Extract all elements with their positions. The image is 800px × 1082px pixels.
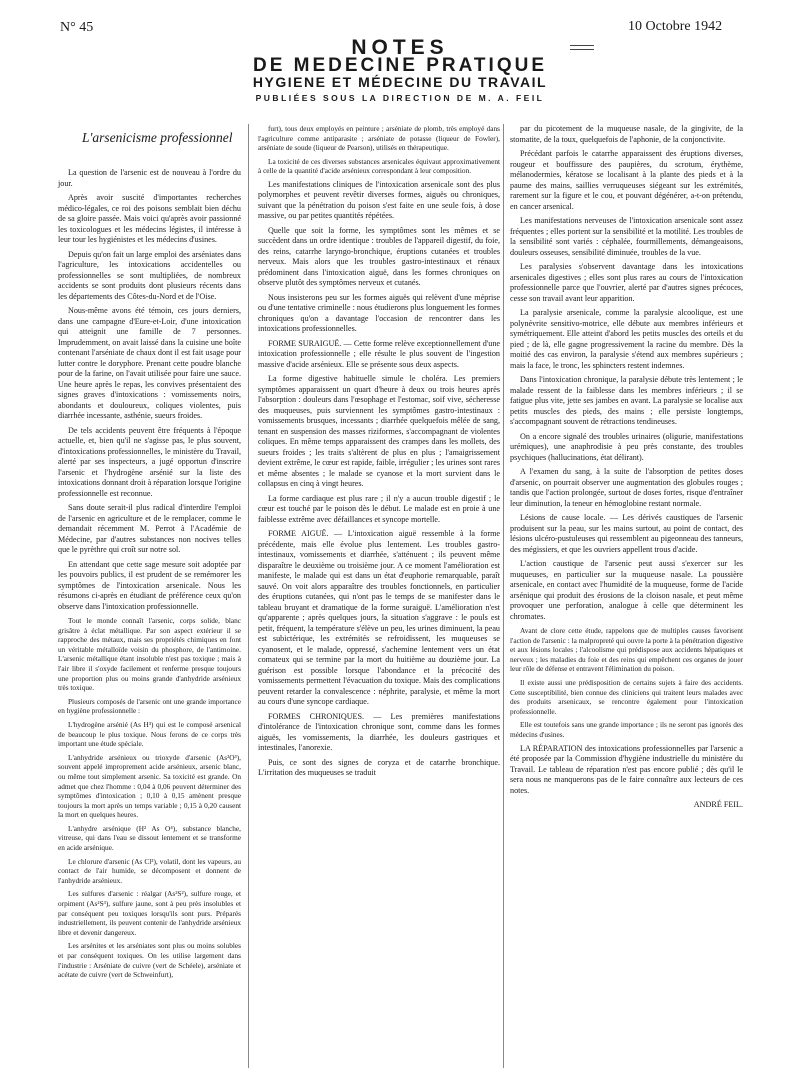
issue-number: N° 45 xyxy=(60,20,94,35)
paragraph: par du picotement de la muqueuse nasale, de la gingivite, de la stomatite, de la toux, quelquefois de l'aphonie, de la conjonctivite. xyxy=(510,124,743,144)
column-divider xyxy=(248,124,249,1068)
paragraph: Les paralysies s'observent davantage dans les intoxications arsenicales digestives ; elles sont plus rares au cours de l'intoxication professionnelle parce que l'ouvrier, alerté par d'autres signes précoces, cesse son travail avant leur apparition. xyxy=(510,262,743,303)
paragraph: Plusieurs composés de l'arsenic ont une grande importance en hygiène professionnelle : xyxy=(58,696,241,716)
paragraph: L'anhydride arsénieux ou trioxyde d'arsenic (As²O³), souvent appelé improprement acide arsénieux, arsenic blanc, ou même tout simplement arsenic. Sa toxicité est grande. On admet que chez l'homme : 0,04 à 0,06 peuvent déterminer des symptômes d'intoxication ; 0,10 à 0,15 amènent presque toujours la mort après un temps variable ; 0,15 à 0,20 causent la mort en quelques heures. xyxy=(58,752,241,820)
paragraph: Précédant parfois le catarrhe apparaissent des éruptions diverses, rougeur et bouffissure des paupières, du scrotum, érythème, mélanodermies, kératose se localisant à la plante des pieds et à la paume des mains, saillies verruqueuses siégeant sur les extrémités, rarement sur la figure et le cou, et pouvant dégénérer, a-t-on prétendu, en cancer arsenical. xyxy=(510,149,743,211)
author-signature: ANDRÉ FEIL. xyxy=(693,800,743,810)
paragraph: Depuis qu'on fait un large emploi des arséniates dans l'agriculture, les intoxications accidentelles ou professionnelles se sont multipliées, de nombreux accidents se sont produits dont plusieurs récents dans les départements des Côtes-du-Nord et de l'Oise. xyxy=(58,249,241,301)
paragraph: Avant de clore cette étude, rappelons que de multiples causes favorisent l'action de l'arsenic : la malpropreté qui ouvre la porte à la pénétration digestive et aux lésions locales ; l'alcoolisme qui prédispose aux accidents hépatiques et nerveux ; les maladies du foie et des reins qui empêchent ces organes de jouer leur rôle de défense et entravent l'élimination du poison. xyxy=(510,626,743,674)
masthead-notes: NOTES xyxy=(351,36,449,59)
paragraph: Nous insisterons peu sur les formes aiguës qui relèvent d'une méprise ou d'une tentative criminelle : nous étudierons plus longuement les formes chroniques qu'on a davantage l'occasion de rencontrer dans les intoxications professionnelles. xyxy=(258,292,500,334)
paragraph: On a encore signalé des troubles urinaires (oligurie, manifestations urémiques), une anaphrodisie à peu près constante, des troubles psychiques (hallucinations, état délirant). xyxy=(510,431,743,462)
paragraph: Dans l'intoxication chronique, la paralysie débute très lentement ; le malade ressent de la faiblesse dans les membres inférieurs ; il se fatigue plus vite, jette ses jambes en avant. La paralysie se localise aux petits muscles des pieds, des mains ; elle persiste longtemps, s'accompagnant souvent de rétractions tendineuses. xyxy=(510,375,743,426)
paragraph: Après avoir suscité d'importantes recherches médico-légales, ce roi des poisons semblait bien déchu de sa gloire passée. Mais voici qu'après avoir passionné les toxicologues et les médecins légistes, il intéresse à leur tour les hygiénistes et les médecins d'usines. xyxy=(58,193,241,244)
column-divider xyxy=(503,124,504,1068)
paragraph: Les manifestations nerveuses de l'intoxication arsenicale sont assez fréquentes ; elles portent sur la sensibilité et la motilité. Les troubles de la sensibilité sont variés : céphalée, fourmillements, démangeaisons, douleurs osseuses, sensibilité diminuée, troubles de la vue. xyxy=(510,216,743,257)
paragraph: Nous-même avons été témoin, ces jours derniers, dans une campagne d'Eure-et-Loir, d'une intoxication qui atteignit une famille de 7 personnes. Imprudemment, on avait laissé dans la cuisine une boîte contenant l'arséniate de chaux dont il est fait usage pour lutter contre le doryphore. Prenant cette poudre blanche pour de la farine, on l'avait utilisée pour faire une sauce. Une heure après le repas, les convives présentaient des signes graves d'intoxications : vomissements noirs, abondants et douloureux, coliques violentes, puis diarrhée incessante, asthénie, sueurs froides. xyxy=(58,306,241,420)
paragraph: La question de l'arsenic est de nouveau à l'ordre du jour. xyxy=(58,168,241,188)
paragraph: Elle est toutefois sans une grande importance ; ils ne seront pas ignorés des médecins d'usines. xyxy=(510,720,743,739)
paragraph: De tels accidents peuvent être fréquents à l'époque actuelle, et, bien qu'il ne s'agisse pas, le plus souvent, d'intoxications professionnelles, le ministère du Travail, alerté par ses inspecteurs, a jugé opportun d'inscrire l'arsenic et l'hydrogène arsénié sur la liste des intoxications donnant droit à réparation lorsque l'origine professionnelle est reconnue. xyxy=(58,425,241,498)
paragraph: Tout le monde connaît l'arsenic, corps solide, blanc grisâtre à éclat métallique. Par son aspect extérieur il se rapproche des métaux, mais ses propriétés chimiques en font un véritable métalloïde voisin du phosphore, de l'antimoine. L'arsenic métallique étant insoluble n'est pas toxique ; mais à l'air libre il s'oxyde facilement et renferme presque toujours une proportion plus ou moins grande d'anhydride arsénieux très toxique. xyxy=(58,616,241,693)
masthead-direction: PUBLIÉES SOUS LA DIRECTION DE M. A. FEIL xyxy=(255,93,545,103)
paragraph: Les manifestations cliniques de l'intoxication arsenicale sont des plus polymorphes et peuvent revêtir diverses formes, aiguës ou chroniques, suivant que la pénétration du poison s'est faite en une seule fois, à dose massive, ou par petites quantités répétées. xyxy=(258,179,500,221)
paragraph: FORME SURAIGUË. — Cette forme relève exceptionnellement d'une intoxication professionnelle ; elle résulte le plus souvent de l'ingestion massive d'acide arsénieux. Elle se présente sous deux aspects. xyxy=(258,338,500,369)
paragraph: Sans doute serait-il plus radical d'interdire l'emploi de l'arsenic en agriculture et de le remplacer, comme le demandait récemment M. Perrot à l'Académie de Médecine, par d'autres substances non nocives telles que le pyrèthre qui croît sur notre sol. xyxy=(58,503,241,554)
column-2 xyxy=(258,124,500,783)
column-3 xyxy=(510,124,743,811)
paragraph: A l'examen du sang, à la suite de l'absorption de petites doses d'arsenic, on pourrait observer une augmentation des globules rouges ; tandis que l'action prolongée, surtout de doses fortes, risque d'entraîner leur diminution, la teneur en hémoglobine restant normale. xyxy=(510,467,743,508)
paragraph: Les sulfures d'arsenic : réalgar (As²S²), sulfure rouge, et orpiment (As²S³), sulfure jaune, sont à peu près insolubles et par conséquent peu toxiques lorsqu'ils sont purs. Préparés industriellement, ils peuvent contenir de l'anhydride arsénieux libre et devenir dangereux. xyxy=(58,889,241,937)
paragraph: La toxicité de ces diverses substances arsenicales équivaut approximativement à celle de la quantité d'acide arsénieux correspondant à leur composition. xyxy=(258,156,500,176)
paragraph: Lésions de cause locale. — Les dérivés caustiques de l'arsenic produisent sur la peau, sur les mains surtout, au point de contact, des lésions ulcéro-pustuleuses qui ressemblent au pigeonneau des tanneurs, des mégissiers, et que les ouvriers appellent trous d'acide. xyxy=(510,513,743,554)
column-1 xyxy=(58,168,241,984)
paragraph: La paralysie arsenicale, comme la paralysie alcoolique, est une polynévrite sensitivo-motrice, elle débute aux membres inférieurs et symétriquement. Elle atteint d'abord les petits muscles des orteils et du pied ; de là, elle gagne progressivement la racine du membre. Dès la moitié des cas environ, la paralysie s'étend aux membres supérieurs ; mais la face, le tronc, les sphincters restent indemnes. xyxy=(510,308,743,370)
paragraph: Quelle que soit la forme, les symptômes sont les mêmes et se succèdent dans un ordre identique : troubles de l'appareil digestif, du foie, des reins, catarrhe laryngo-bronchique, éruptions cutanées et troubles nerveux. Mais alors que les troubles gastro-intestinaux et rénaux prédominent dans l'intoxication aiguë, dans les formes chroniques on observe plutôt des symptômes nerveux et cutanés. xyxy=(258,225,500,288)
paragraph: La forme digestive habituelle simule le choléra. Les premiers symptômes apparaissent un quart d'heure à deux ou trois heures après l'absorption : douleurs dans l'œsophage et l'estomac, soif vive, sécheresse des muqueuses, puis surviennent les symptômes gastro-intestinaux : vomissements brusques, incessants ; diarrhée quelquefois mêlée de sang, tenant en suspension des masses riziformes, s'accompagnant de violentes coliques. En même temps apparaissent des crampes dans les mollets, des sueurs froides ; les traits s'altèrent de plus en plus ; l'amaigrissement devient extrême, le cœur est rapide, faible, irrégulier ; les urines sont rares et même absentes ; le malade se cyanose et la mort survient dans le collapsus en cinq à vingt heures. xyxy=(258,374,500,489)
paragraph: Puis, ce sont des signes de coryza et de catarrhe bronchique. L'irritation des muqueuses se traduit xyxy=(258,757,500,778)
paragraph: Le chlorure d'arsenic (As Cl³), volatil, dont les vapeurs, au contact de l'air humide, se décomposent et donnent de l'anhydride arsénieux. xyxy=(58,856,241,885)
article-title: L'arsenicisme professionnel xyxy=(82,130,233,145)
paragraph: LA RÉPARATION des intoxications professionnelles par l'arsenic a été proposée par la Commission d'hygiène industrielle du ministère du Travail. Le tableau de réparation n'est pas encore publié ; dès qu'il le sera nous ne manquerons pas de le faire connaître aux lecteurs de ces notes. xyxy=(510,743,743,795)
masthead-medecine: DE MEDECINE PRATIQUE xyxy=(252,55,547,76)
paragraph: L'action caustique de l'arsenic peut aussi s'exercer sur les muqueuses, en particulier sur la muqueuse nasale. La poussière arsenicale, en contact avec l'humidité de la muqueuse, forme de l'acide arsénique qui produit des érosions de la cloison nasale, et peut même provoquer une perforation, analogue à celle que déterminent les chromates. xyxy=(510,559,743,621)
paragraph: Il existe aussi une prédisposition de certains sujets à faire des accidents. Cette susceptibilité, bien connue des cliniciens qui traitent leurs malades avec des produits arsenicaux, se rencontre également pour l'intoxication professionnelle. xyxy=(510,677,743,716)
issue-date: 10 Octobre 1942 xyxy=(628,19,723,34)
paragraph: Les arsénites et les arséniates sont plus ou moins solubles et par conséquent toxiques. On les utilise largement dans l'industrie : Arséniate de cuivre (vert de Schéele), arséniate et acétate de cuivre (vert de Schweinfurt), xyxy=(58,941,241,980)
paragraph: En attendant que cette sage mesure soit adoptée par les pouvoirs publics, il est prudent de se remémorer les symptômes de l'intoxication arsenicale. Nous les résumons ci-après en étudiant de préférence ceux qu'on observe dans l'intoxication professionnelle. xyxy=(58,559,241,611)
paragraph: La forme cardiaque est plus rare ; il n'y a aucun trouble digestif ; le cœur est touché par le poison dès le début. Le malade est en proie à une faiblesse extrême avec défaillances et syncope mortelle. xyxy=(258,493,500,524)
masthead-hygiene: HYGIENE ET MÉDECINE DU TRAVAIL xyxy=(252,74,548,90)
paragraph: L'anhydre arsénique (H² As O⁴), substance blanche, vitreuse, qui dans l'eau se dissout lentement et se transforme en acide arsénique. xyxy=(58,823,241,853)
paragraph: FORMES CHRONIQUES. — Les premières manifestations d'intolérance de l'intoxication chronique sont, comme dans les formes aiguës, les vomissements, la diarrhée, les douleurs gastriques et intestinales, l'anorexie. xyxy=(258,711,500,753)
paragraph: furt), tous deux employés en peinture ; arséniate de plomb, très employé dans l'agriculture comme antiparasite ; arséniate de potasse (liqueur de Fowler), arséniate de soude (liqueur de Pearson), utilisés en thérapeutique. xyxy=(258,124,500,153)
paragraph: FORME AIGUË. — L'intoxication aiguë ressemble à la forme précédente, mais elle évolue plus lentement. Les troubles gastro-intestinaux, vomissements et diarrhée, s'atténuent ; ils peuvent même disparaître le deuxième ou troisième jour. A ce moment l'amélioration est manifeste, le malade qui est dans un état d'euphorie remarquable, paraît sauvé. On voit alors apparaître des troubles fonctionnels, en particulier des éruptions cutanées, qui n'ont pas le temps de se manifester dans le tableau bruyant et dramatique de la forme suraiguë. L'amélioration n'est qu'apparente ; après quelques jours, la situation s'aggrave : le pouls est petit, fréquent, la température s'élève un peu, les urines diminuent, la peau est subictérique, les extrémités se refroidissent, les muqueuses se cyanosent, et le malade, oppressé, s'achemine lentement vers un état comateux qui se termine par la mort du huitième au douzième jour. La guérison est possible lorsque l'abondance et la précocité des vomissements permettent l'évacuation du toxique. Mais des complications peuvent retarder la convalescence : néphrite, paralysie, et même la mort au cours d'une syncope cardiaque. xyxy=(258,529,500,707)
paragraph: L'hydrogène arsénié (As H³) qui est le composé arsenical de beaucoup le plus toxique. Nous ferons de ce corps très important une étude spéciale. xyxy=(58,719,241,749)
